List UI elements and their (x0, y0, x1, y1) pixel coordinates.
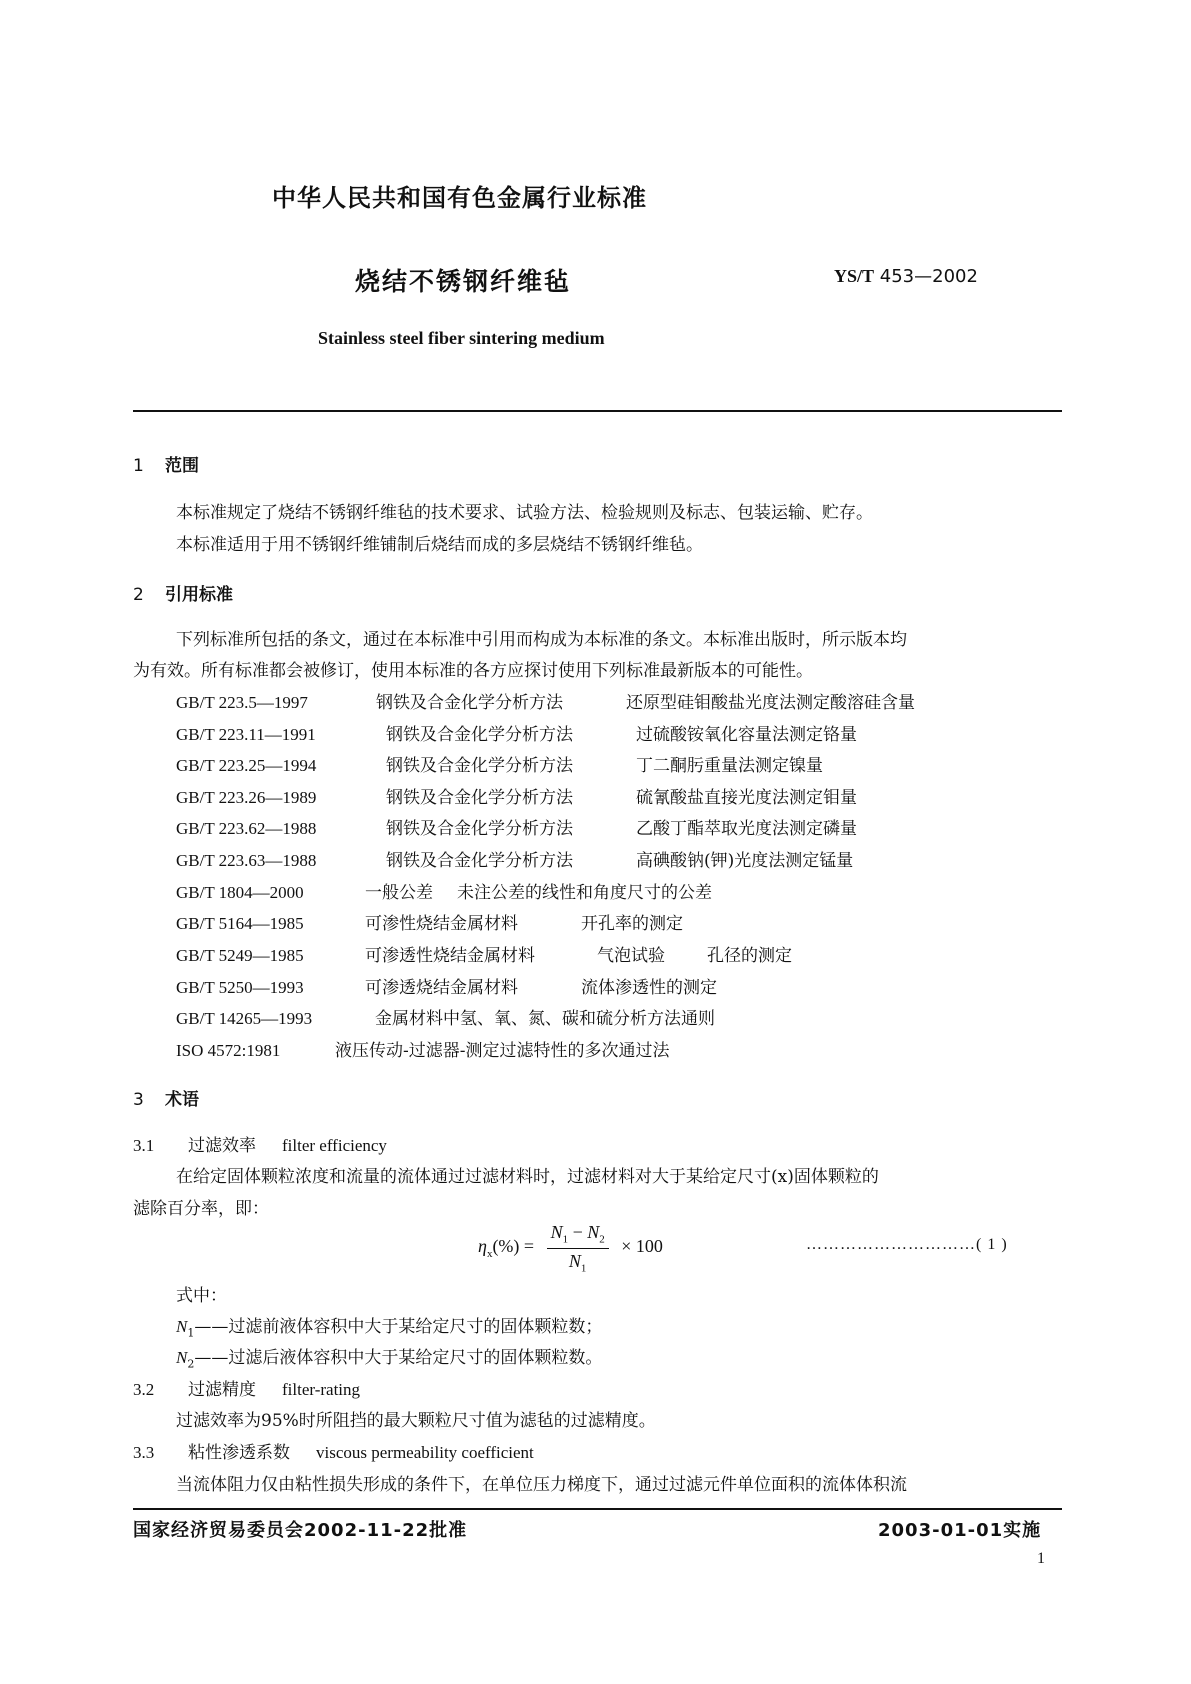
formula-n1-subscript: 1 (562, 1233, 569, 1246)
variable-symbol: N (176, 1317, 188, 1336)
formula-where-label: 式中： (176, 1286, 227, 1306)
reference-subtitle: 硫氰酸盐直接光度法测定钼量 (636, 788, 857, 808)
page-number: 1 (1037, 1550, 1045, 1567)
formula-den-n1-subscript: 1 (580, 1262, 587, 1275)
reference-title-part: 液压传动-过滤器-测定过滤特性的多次通过法 (335, 1041, 670, 1061)
reference-item (176, 720, 857, 745)
reference-item (176, 783, 857, 808)
section-2-intro-line-2: 为有效。所有标准都会被修订，使用本标准的各方应探讨使用下列标准最新版本的可能性。 (133, 661, 813, 681)
reference-item (176, 751, 823, 776)
formula-percent: (%) = (492, 1236, 535, 1257)
issuer-title: 中华人民共和国有色金属行业标准 (272, 184, 647, 212)
section-1-heading (133, 451, 199, 476)
variable-subscript: 2 (187, 1357, 195, 1371)
formula-variable-n1 (176, 1312, 602, 1339)
reference-code: ISO 4572:1981 (176, 1041, 281, 1060)
reference-title-part: 钢铁及合金化学分析方法 (386, 756, 573, 776)
reference-title-part: 钢铁及合金化学分析方法 (386, 819, 573, 839)
reference-code: GB/T 14265—1993 (176, 1009, 313, 1028)
term-3-2-heading (133, 1375, 360, 1400)
variable-description: ——过滤后液体容积中大于某给定尺寸的固体颗粒数。 (194, 1348, 603, 1368)
section-1-title: 范围 (165, 456, 199, 476)
term-3-3-heading (133, 1438, 534, 1463)
reference-title-part: 可渗性烧结金属材料 (365, 914, 518, 934)
formula-n2-subscript: 2 (599, 1233, 605, 1246)
term-3-2-chinese: 过滤精度 (188, 1380, 256, 1400)
reference-code: GB/T 223.11—1991 (176, 725, 316, 744)
efficiency-formula (478, 1222, 663, 1274)
reference-subtitle: 还原型硅钼酸盐光度法测定酸溶硅含量 (626, 693, 915, 713)
variable-subscript: 1 (187, 1326, 195, 1340)
approval-statement: 国家经济贸易委员会2002-11-22批准 (133, 1520, 468, 1541)
term-3-1-definition-line-2: 滤除百分率，即： (133, 1199, 269, 1219)
section-3-heading (133, 1085, 199, 1110)
standard-code-number: 453—2002 (879, 266, 978, 287)
section-2-intro-line-1: 下列标准所包括的条文，通过在本标准中引用而构成为本标准的条文。本标准出版时，所示版本均 (176, 630, 907, 650)
formula-den-n1: N (568, 1250, 581, 1271)
reference-subtitle: 丁二酮肟重量法测定镍量 (636, 756, 823, 776)
reference-subtitle: 乙酸丁酯萃取光度法测定磷量 (636, 819, 857, 839)
variable-symbol: N (176, 1348, 188, 1367)
reference-subtitle: 流体渗透性的测定 (581, 978, 717, 998)
term-3-3-chinese: 粘性渗透系数 (188, 1443, 290, 1463)
formula-times-100: × 100 (621, 1236, 663, 1257)
reference-code: GB/T 5250—1993 (176, 978, 304, 997)
reference-code: GB/T 223.25—1994 (176, 756, 317, 775)
standard-code-prefix: YS/T (834, 266, 875, 286)
reference-item (176, 846, 853, 871)
section-2-number: 2 (133, 585, 144, 605)
term-3-2-english: filter-rating (282, 1380, 361, 1399)
formula-minus: − (568, 1222, 588, 1242)
reference-item (176, 688, 915, 713)
reference-title-part: 可渗透烧结金属材料 (365, 978, 518, 998)
term-3-1-number: 3.1 (133, 1136, 155, 1155)
reference-item (176, 941, 792, 966)
header-divider (133, 410, 1062, 412)
term-3-1-english: filter efficiency (282, 1136, 387, 1155)
reference-item (176, 878, 712, 903)
reference-item (176, 1036, 670, 1061)
formula-numerator (547, 1222, 609, 1249)
reference-title-part: 钢铁及合金化学分析方法 (386, 725, 573, 745)
section-2-heading (133, 580, 233, 605)
reference-subtitle: 开孔率的测定 (581, 914, 683, 934)
variable-description: ——过滤前液体容积中大于某给定尺寸的固体颗粒数； (194, 1317, 603, 1337)
footer-divider (133, 1508, 1062, 1510)
reference-subtitle: 过硫酸铵氧化容量法测定铬量 (636, 725, 857, 745)
formula-n2: N (587, 1222, 600, 1242)
reference-subtitle: 气泡试验 (597, 946, 665, 966)
reference-item (176, 909, 683, 934)
reference-title-part: 一般公差 (365, 883, 433, 903)
formula-number: …………………………( 1 ) (806, 1236, 1008, 1253)
formula-variable-n2 (176, 1343, 602, 1370)
reference-title-part: 钢铁及合金化学分析方法 (386, 851, 573, 871)
reference-title-part: 钢铁及合金化学分析方法 (376, 693, 563, 713)
reference-code: GB/T 1804—2000 (176, 883, 304, 902)
reference-subtitle: 高碘酸钠(钾)光度法测定锰量 (636, 851, 854, 871)
document-title: 烧结不锈钢纤维毡 (355, 267, 572, 296)
reference-subtitle-2: 孔径的测定 (707, 946, 792, 966)
standard-code (834, 266, 978, 287)
formula-denominator (547, 1249, 609, 1275)
reference-code: GB/T 223.5—1997 (176, 693, 308, 712)
reference-item (176, 1004, 715, 1029)
section-1-para-1: 本标准规定了烧结不锈钢纤维毡的技术要求、试验方法、检验规则及标志、包装运输、贮存。 (176, 503, 873, 523)
term-3-1-chinese: 过滤效率 (188, 1136, 256, 1156)
document-title-english: Stainless steel fiber sintering medium (318, 328, 605, 348)
term-3-1-definition-line-1: 在给定固体颗粒浓度和流量的流体通过过滤材料时，过滤材料对大于某给定尺寸(x)固体颗粒的 (176, 1167, 879, 1187)
formula-n1: N (550, 1222, 563, 1242)
formula-fraction (547, 1222, 609, 1274)
reference-code: GB/T 5164—1985 (176, 914, 304, 933)
reference-code: GB/T 223.63—1988 (176, 851, 317, 870)
reference-item (176, 973, 717, 998)
section-3-title: 术语 (165, 1090, 199, 1110)
section-1-number: 1 (133, 456, 144, 476)
reference-title-part: 钢铁及合金化学分析方法 (386, 788, 573, 808)
term-3-3-english: viscous permeability coefficient (316, 1443, 534, 1462)
term-3-1-heading (133, 1131, 387, 1156)
term-3-2-number: 3.2 (133, 1380, 155, 1399)
term-3-2-definition: 过滤效率为95%时所阻挡的最大颗粒尺寸值为滤毡的过滤精度。 (176, 1411, 656, 1431)
reference-code: GB/T 5249—1985 (176, 946, 304, 965)
formula-eta: η (478, 1236, 487, 1257)
section-2-title: 引用标准 (165, 585, 233, 605)
reference-item (176, 814, 857, 839)
reference-title-part: 可渗透性烧结金属材料 (365, 946, 535, 966)
formula-eta-subscript: x (486, 1247, 493, 1260)
reference-subtitle: 未注公差的线性和角度尺寸的公差 (457, 883, 712, 903)
section-3-number: 3 (133, 1090, 144, 1110)
term-3-3-definition: 当流体阻力仅由粘性损失形成的条件下，在单位压力梯度下，通过过滤元件单位面积的流体体积流 (176, 1475, 907, 1495)
effective-date: 2003-01-01实施 (878, 1520, 1042, 1541)
term-3-3-number: 3.3 (133, 1443, 155, 1462)
reference-code: GB/T 223.26—1989 (176, 788, 317, 807)
reference-code: GB/T 223.62—1988 (176, 819, 317, 838)
section-1-para-2: 本标准适用于用不锈钢纤维铺制后烧结而成的多层烧结不锈钢纤维毡。 (176, 535, 703, 555)
reference-title-part: 金属材料中氢、氧、氮、碳和硫分析方法通则 (375, 1009, 715, 1029)
